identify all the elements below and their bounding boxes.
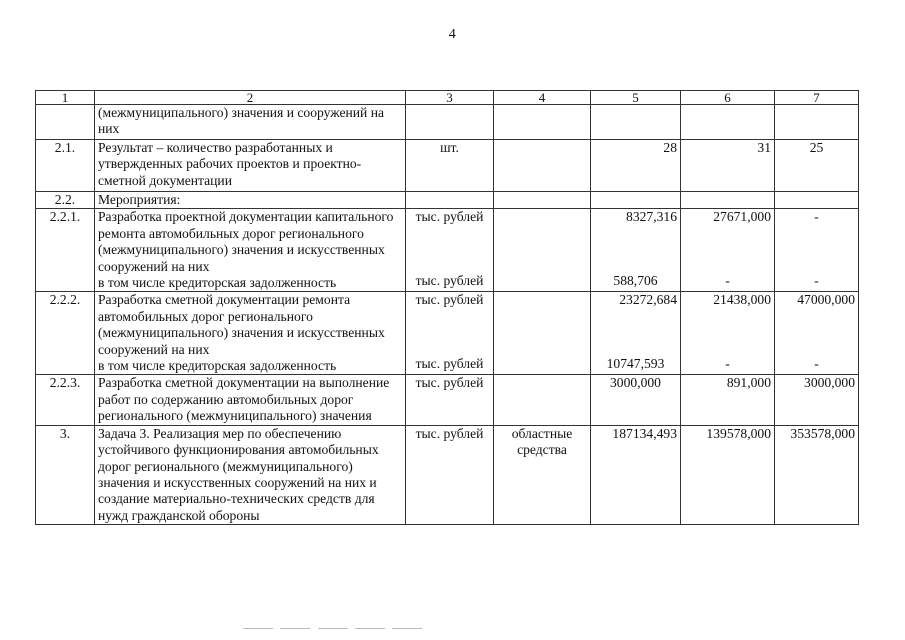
row-value-col6 [681,192,775,209]
scan-artifact [392,628,422,629]
row-unit: тыс. рублей [415,209,484,225]
row-value-col6: 21438,000 [713,292,771,308]
row-value-col5-sub: 588,706 [613,273,658,288]
row-value-col6: 31 [681,140,775,192]
row-value-col6 [681,105,775,140]
scan-artifact [318,628,348,629]
row-source [494,292,591,375]
row-number: 2.2.2. [36,292,95,375]
row-value-col5: 8327,316 [626,209,677,225]
row-name-cell [95,209,406,292]
row-unit-sub: тыс. рублей [415,356,484,372]
row-unit-cell [406,292,494,375]
column-header: 1 [36,91,95,105]
row-value-col6: 27671,000 [713,209,771,225]
row-value-col6: 139578,000 [681,425,775,524]
row-name: Разработка сметной документации ремонта автомобильных дорог регионального (межмуниципального) значения и искусственных сооружений на них [98,292,385,357]
row-source [494,192,591,209]
table-row [36,192,859,209]
row-source [494,209,591,292]
program-table [35,90,859,525]
row-value-col7-cell [775,209,859,292]
table-row [36,140,859,192]
column-number-row [36,91,859,105]
row-value-col6-cell [681,209,775,292]
row-value-col7 [775,192,859,209]
row-name: Задача 3. Реализация мер по обеспечению устойчивого функционирования автомобильных дорог регионального (межмуниципального) значения и искусственных сооружений на них и создание материально-технических средств для нужд гражданской обороны [95,425,406,524]
column-header: 2 [95,91,406,105]
table-row [36,105,859,140]
row-value-col7 [775,105,859,140]
row-unit: тыс. рублей [406,425,494,524]
table-row [36,375,859,425]
row-name-cell [95,292,406,375]
row-unit [406,192,494,209]
row-value-col5: 28 [591,140,681,192]
row-value-col5: 187134,493 [591,425,681,524]
row-value-col7-sub: - [814,356,819,372]
column-header: 5 [591,91,681,105]
scan-artifact [355,628,385,629]
row-source: областные средства [494,425,591,524]
row-source [494,375,591,425]
row-value-col7-sub: - [814,273,819,288]
row-source [494,140,591,192]
row-value-col7: 3000,000 [775,375,859,425]
table-row [36,209,859,292]
row-value-col5-cell [591,209,681,292]
row-value-col5-cell [591,292,681,375]
row-unit [406,105,494,140]
page-number: 4 [448,27,457,42]
row-value-col5 [591,192,681,209]
row-value-col6-sub: - [725,273,730,288]
row-number: 2.2.3. [36,375,95,425]
row-value-col6-sub: - [725,356,730,372]
row-name-sub: в том числе кредиторская задолженность [98,358,337,374]
row-value-col7: 353578,000 [775,425,859,524]
row-value-col6-cell [681,292,775,375]
row-number: 2.1. [36,140,95,192]
row-unit: шт. [406,140,494,192]
row-name: Мероприятия: [95,192,406,209]
row-unit: тыс. рублей [415,292,484,308]
column-header: 7 [775,91,859,105]
row-value-col5 [591,105,681,140]
row-name: Разработка сметной документации на выполнение работ по содержанию автомобильных дорог регионального (межмуниципального) значения [95,375,406,425]
column-header: 6 [681,91,775,105]
row-name: Результат – количество разработанных и утвержденных рабочих проектов и проектно-сметной документации [95,140,406,192]
row-value-col7: 47000,000 [797,292,855,308]
row-value-col5-sub: 10747,593 [606,356,665,372]
row-value-col7-cell [775,292,859,375]
row-name: (межмуниципального) значения и сооружений на них [95,105,406,140]
row-value-col6: 891,000 [681,375,775,425]
row-number: 2.2. [36,192,95,209]
scan-artifact [243,628,273,629]
row-source [494,105,591,140]
scan-artifact [280,628,310,629]
row-number [36,105,95,140]
row-unit: тыс. рублей [406,375,494,425]
row-number: 2.2.1. [36,209,95,292]
row-name-sub: в том числе кредиторская задолженность [98,275,337,291]
column-header: 4 [494,91,591,105]
row-unit-sub: тыс. рублей [415,273,484,288]
row-value-col7: 25 [775,140,859,192]
row-unit-cell [406,209,494,292]
row-value-col5: 3000,000 [591,375,681,425]
table-row [36,292,859,375]
row-number: 3. [36,425,95,524]
row-value-col7: - [814,209,819,225]
row-value-col5: 23272,684 [619,292,677,308]
table-row [36,425,859,524]
column-header: 3 [406,91,494,105]
row-name: Разработка проектной документации капитального ремонта автомобильных дорог регионального (межмуниципального) значения и искусственных сооружений на них [98,209,394,274]
